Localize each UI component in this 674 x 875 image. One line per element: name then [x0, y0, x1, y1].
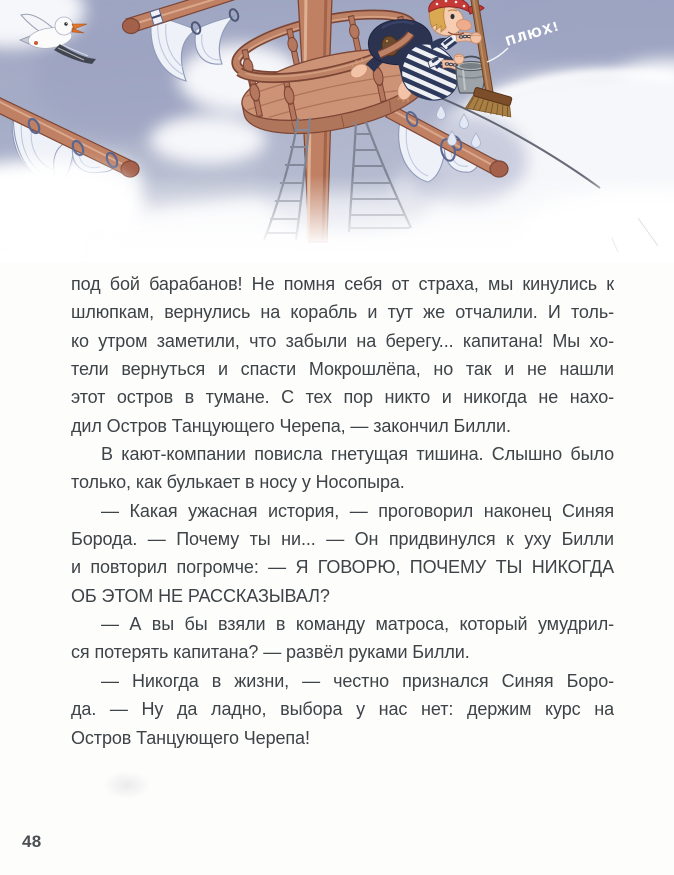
story-text — [71, 270, 614, 752]
text-line: этот остров в тумане. С тех пор никто и никогда не нахо- — [71, 387, 614, 408]
illustration — [0, 0, 674, 262]
illustration-fade — [0, 160, 674, 262]
splash-label: ПЛЮХ! — [503, 18, 562, 49]
text-line: дил Остров Танцующего Черепа, — закончил Билли. — [71, 415, 511, 436]
text-line: только, как булькает в носу у Носопыра. — [71, 472, 405, 493]
text-line: — А вы бы взяли в команду матроса, который умудрил- — [101, 614, 614, 635]
text-line: шлюпкам, вернулись на корабль и тут же отчалили. И толь- — [71, 302, 614, 323]
page-number: 48 — [22, 832, 42, 851]
text-line: — Какая ужасная история, — проговорил наконец Синяя — [101, 500, 614, 521]
left-hand — [454, 54, 464, 64]
text-line: ся потерять капитана? — развёл руками Билли. — [71, 642, 470, 663]
text-line: под бой барабанов! Не помня себя от страха, мы кинулись к — [71, 274, 614, 294]
text-line: В кают-компании повисла гнетущая тишина. Слышно было — [101, 444, 614, 465]
text-line: Борода. — Почему ты ни... — Он придвинулся к уху Билли — [71, 529, 614, 550]
text-line: Остров Танцующего Черепа! — [71, 727, 310, 748]
text-line: да. — Ну да ладно, выбора у нас нет: держим курс на — [71, 699, 614, 720]
text-line: и повторил погромче: — Я ГОВОРЮ, ПОЧЕМУ ТЫ НИКОГДА — [71, 557, 614, 578]
right-hand — [471, 33, 482, 44]
text-line: — Никогда в жизни, — честно признался Синяя Боро- — [101, 670, 614, 691]
paper-smudge — [103, 771, 151, 799]
text-line: ОБ ЭТОМ НЕ РАССКАЗЫВАЛ? — [71, 585, 330, 606]
text-line: тели вернуться и спасти Мокрошлёпа, но так и не нашли — [71, 359, 614, 380]
text-line: ко утром заметили, что забыли на берегу... капитана! Мы хо- — [71, 330, 614, 351]
